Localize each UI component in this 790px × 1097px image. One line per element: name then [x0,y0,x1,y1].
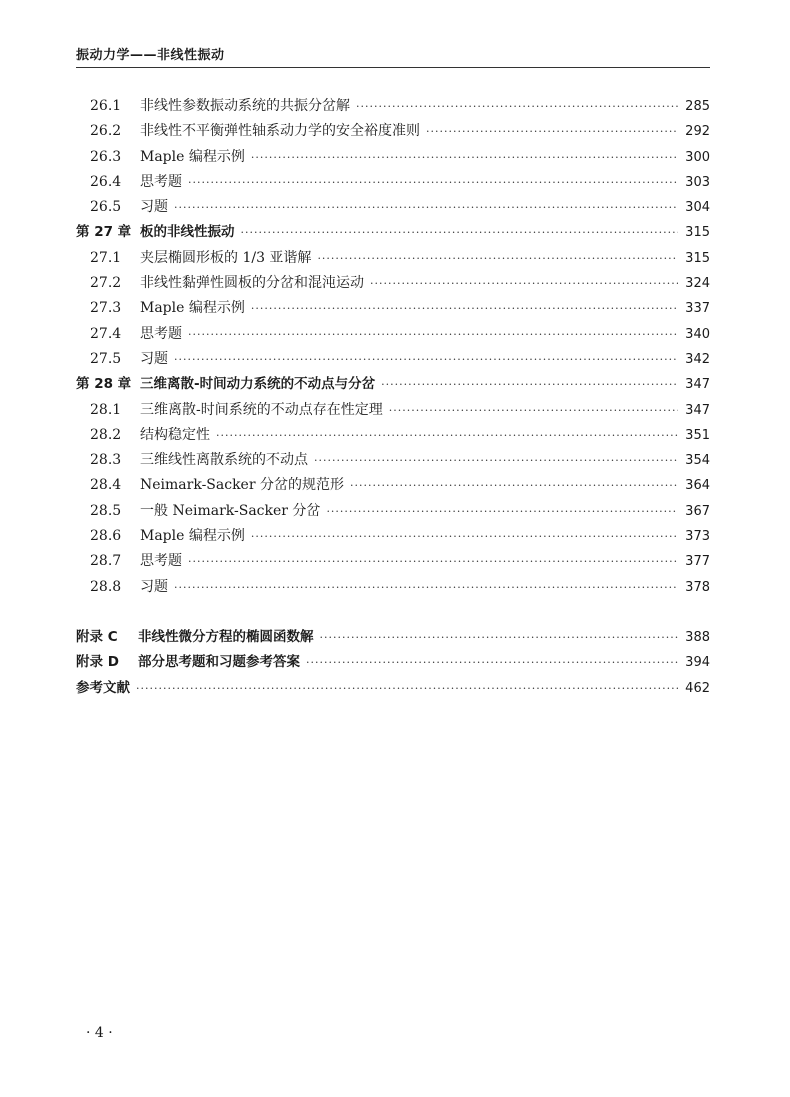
toc-entry-number: 27.2 [90,275,122,292]
toc-entry-title: 三维线性离散系统的不动点 [140,452,308,469]
toc-entry-title: 习题 [140,350,168,367]
toc-entry-page: 377 [685,554,710,570]
toc-entry-number: 第 27 章 [76,224,132,241]
toc-entry-page: 292 [685,124,710,140]
toc-entry-number: 28.2 [90,426,122,443]
toc-entry-number: 28.6 [90,528,122,545]
dot-leader [188,549,678,574]
toc-entry-title: Maple 编程示例 [140,148,245,165]
toc-entry-title: Maple 编程示例 [140,300,245,317]
dot-leader [317,246,678,271]
dot-leader [216,423,678,448]
toc-entry-section[interactable] [76,119,710,144]
toc-entry-section[interactable] [76,296,710,321]
dot-leader [241,220,679,245]
toc-entry-page: 351 [685,427,710,443]
toc-entry-page: 347 [685,402,710,418]
toc-entry-title: 三维离散-时间动力系统的不动点与分岔 [140,376,376,393]
dot-leader [251,145,678,170]
toc-entry-page: 300 [685,149,710,165]
dot-leader [326,499,678,524]
toc-entry-title: 思考题 [140,173,182,190]
toc-entry-page: 364 [685,478,710,494]
toc-entry-page: 462 [685,680,710,696]
toc-entry-title: 思考题 [140,325,182,342]
toc-entry-number: 28.4 [90,477,122,494]
toc-entry-number: 26.4 [90,173,122,190]
toc-entry-number: 27.1 [90,249,122,266]
toc-entry-section[interactable] [76,246,710,271]
toc-entry-appendix[interactable] [76,650,710,675]
toc-entry-title: Maple 编程示例 [140,528,245,545]
dot-leader [356,94,678,119]
toc-entry-section[interactable] [76,499,710,524]
toc-entry-title: 非线性参数振动系统的共振分岔解 [140,98,350,114]
toc-entry-number: 28.8 [90,578,122,595]
dot-leader [251,524,678,549]
toc-entry-page: 340 [685,326,710,342]
toc-entry-title: 习题 [140,578,168,595]
toc-entry-title: 参考文献 [76,679,130,696]
dot-leader [389,398,678,423]
toc-entry-title: 结构稳定性 [140,426,210,443]
toc-entry-section[interactable] [76,322,710,347]
dot-leader [320,625,679,650]
toc-entry-page: 367 [685,503,710,519]
toc-entry-title: 非线性不平衡弹性轴系动力学的安全裕度准则 [140,123,420,140]
toc-entry-title: Neimark-Sacker 分岔的规范形 [140,477,344,494]
toc-entry-number: 26.1 [90,98,122,114]
toc-entry-chapter[interactable] [76,372,710,397]
toc-entry-page: 285 [685,99,710,114]
toc-entry-section[interactable] [76,575,710,600]
toc-entry-section[interactable] [76,271,710,296]
toc-entry-number: 28.7 [90,553,122,570]
dot-leader [136,676,678,701]
page-number: · 4 · [86,1025,113,1041]
table-of-contents [76,94,710,701]
dot-leader [314,448,678,473]
toc-entry-title: 非线性微分方程的椭圆函数解 [138,628,314,645]
toc-entry-number: 27.4 [90,325,122,342]
toc-entry-page: 373 [685,529,710,545]
toc-entry-section[interactable] [76,145,710,170]
toc-entry-section[interactable] [76,398,710,423]
toc-entry-title: 板的非线性振动 [140,224,235,241]
toc-entry-number: 28.1 [90,401,122,418]
toc-entry-appendix[interactable] [76,676,710,701]
toc-entry-section[interactable] [76,549,710,574]
toc-entry-page: 378 [685,579,710,595]
toc-entry-section[interactable] [76,347,710,372]
dot-leader [251,296,678,321]
toc-entry-number: 26.2 [90,123,122,140]
toc-entry-page: 315 [685,225,710,241]
toc-entry-page: 354 [685,453,710,469]
dot-leader [174,347,678,372]
dot-leader [188,170,678,195]
toc-entry-page: 347 [685,377,710,393]
toc-entry-page: 342 [685,351,710,367]
toc-entry-number: 附录 C [76,628,118,645]
toc-entry-title: 三维离散-时间系统的不动点存在性定理 [140,401,383,418]
dot-leader [174,575,678,600]
toc-entry-section[interactable] [76,170,710,195]
toc-entry-page: 303 [685,174,710,190]
toc-entry-title: 部分思考题和习题参考答案 [138,654,300,671]
toc-entry-page: 394 [685,655,710,671]
toc-entry-number: 28.5 [90,502,122,519]
toc-entry-section[interactable] [76,94,710,119]
toc-entry-number: 27.5 [90,350,122,367]
dot-leader [174,195,678,220]
dot-leader [306,650,678,675]
dot-leader [381,372,678,397]
toc-entry-page: 315 [685,250,710,266]
toc-entry-title: 思考题 [140,553,182,570]
toc-entry-chapter[interactable] [76,220,710,245]
toc-entry-number: 26.5 [90,199,122,216]
toc-entry-section[interactable] [76,448,710,473]
toc-entry-section[interactable] [76,195,710,220]
toc-entry-page: 304 [685,200,710,216]
toc-entry-page: 337 [685,301,710,317]
toc-entry-section[interactable] [76,473,710,498]
toc-entry-number: 27.3 [90,300,122,317]
toc-entry-title: 非线性黏弹性圆板的分岔和混沌运动 [140,275,364,292]
toc-entry-number: 28.3 [90,452,122,469]
toc-entry-number: 26.3 [90,148,122,165]
toc-entry-section[interactable] [76,524,710,549]
dot-leader [188,322,678,347]
dot-leader [370,271,678,296]
toc-entry-appendix[interactable] [76,625,710,650]
toc-entry-title: 习题 [140,199,168,216]
running-header: 振动力学——非线性振动 [76,44,710,68]
toc-entry-number: 附录 D [76,654,119,671]
toc-entry-number: 第 28 章 [76,376,132,393]
dot-leader [426,119,678,144]
toc-entry-section[interactable] [76,423,710,448]
toc-entry-page: 388 [685,629,710,645]
toc-entry-title: 夹层椭圆形板的 1/3 亚谐解 [140,249,312,266]
toc-entry-page: 324 [685,276,710,292]
toc-entry-title: 一般 Neimark-Sacker 分岔 [140,502,321,519]
dot-leader [350,473,678,498]
